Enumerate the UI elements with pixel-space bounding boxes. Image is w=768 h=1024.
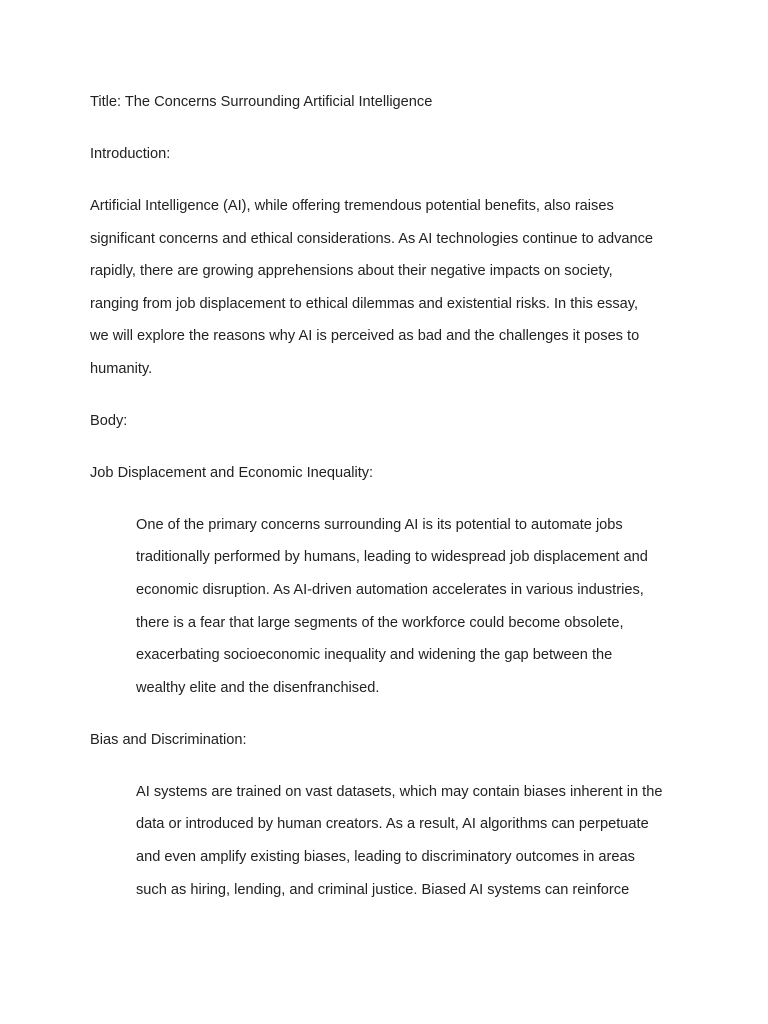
paragraph-line: AI systems are trained on vast datasets, which may contain biases inherent in the: [136, 783, 663, 800]
paragraph-line: One of the primary concerns surrounding AI is its potential to automate jobs: [136, 516, 623, 533]
paragraph-line: Artificial Intelligence (AI), while offering tremendous potential benefits, also raises: [90, 197, 614, 214]
paragraph-line: significant concerns and ethical considerations. As AI technologies continue to advance: [90, 230, 654, 247]
introduction-paragraph: [90, 190, 690, 386]
paragraph-line: and even amplify existing biases, leading to discriminatory outcomes in areas: [136, 849, 635, 866]
paragraph-line: such as hiring, lending, and criminal justice. Biased AI systems can reinforce: [136, 881, 630, 898]
paragraph-line: humanity.: [90, 360, 153, 377]
job-displacement-paragraph: [136, 509, 690, 705]
paragraph-line: there is a fear that large segments of the workforce could become obsolete,: [136, 614, 624, 631]
section-heading-job-displacement: Job Displacement and Economic Inequality:: [90, 464, 374, 481]
paragraph-line: economic disruption. As AI-driven automation accelerates in various industries,: [136, 582, 644, 599]
paragraph-line: data or introduced by human creators. As a result, AI algorithms can perpetuate: [136, 816, 649, 833]
document-title: Title: The Concerns Surrounding Artificial Intelligence: [90, 94, 433, 110]
body-heading: Body:: [90, 412, 128, 429]
introduction-heading: Introduction:: [90, 145, 171, 162]
paragraph-line: wealthy elite and the disenfranchised.: [136, 679, 380, 696]
paragraph-line: exacerbating socioeconomic inequality and widening the gap between the: [136, 647, 613, 664]
paragraph-line: rapidly, there are growing apprehensions about their negative impacts on society,: [90, 263, 613, 280]
paragraph-line: ranging from job displacement to ethical dilemmas and existential risks. In this essay,: [90, 295, 639, 312]
paragraph-line: we will explore the reasons why AI is perceived as bad and the challenges it poses to: [90, 328, 640, 345]
paragraph-line: traditionally performed by humans, leading to widespread job displacement and: [136, 549, 648, 566]
section-heading-bias: Bias and Discrimination:: [90, 731, 247, 748]
bias-paragraph: [136, 776, 690, 906]
document-content: [90, 86, 690, 926]
